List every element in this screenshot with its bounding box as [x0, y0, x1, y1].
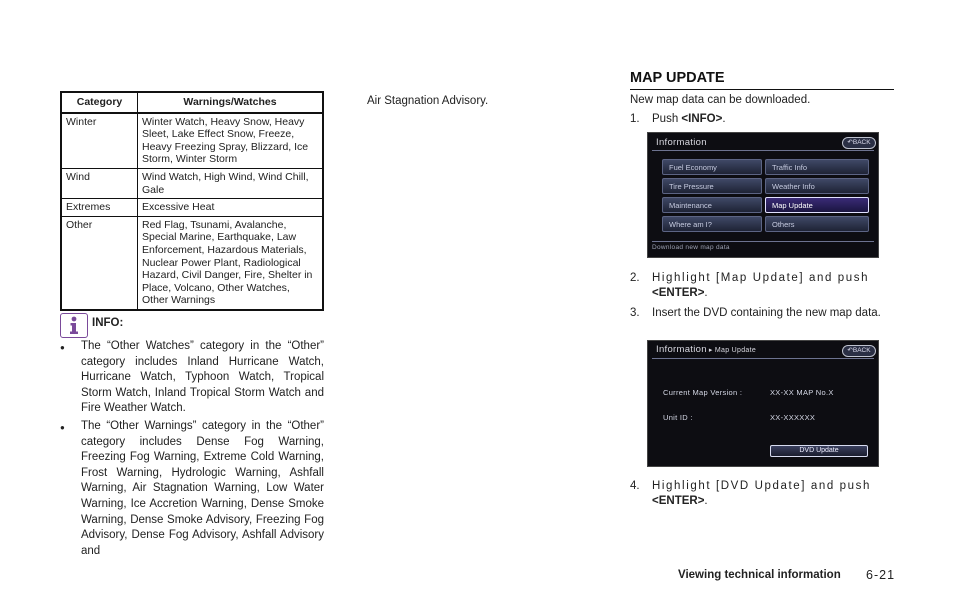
dvd-update-button[interactable]: DVD Update	[770, 445, 868, 457]
screen-divider	[652, 241, 874, 242]
step-1	[630, 112, 894, 127]
screen-title: Information	[656, 137, 707, 148]
step-text: Insert the DVD containing the new map data.	[652, 307, 881, 319]
bullet-dot-icon: ●	[60, 422, 65, 432]
back-button[interactable]	[842, 345, 876, 357]
menu-tire-pressure[interactable]: Tire Pressure	[662, 178, 762, 194]
screen-divider	[652, 358, 874, 359]
warnings-table	[60, 91, 324, 311]
info-icon	[60, 313, 88, 338]
bullet-dot-icon: ●	[60, 343, 65, 352]
current-map-version-value: XX-XX MAP No.X	[770, 388, 834, 397]
menu-weather-info[interactable]: Weather Info	[765, 178, 869, 194]
screen-title	[656, 344, 756, 355]
table-cell-warnings: Winter Watch, Heavy Snow, Heavy Sleet, Lake Effect Snow, Freeze, Heavy Freezing Spray, Blizzard, Ice Storm, Winter Storm	[138, 113, 324, 169]
step-number: 4.	[630, 480, 640, 492]
step-text-end: .	[704, 495, 708, 508]
table-row	[61, 199, 323, 217]
table-row	[61, 113, 323, 169]
unit-id-value: XX-XXXXXX	[770, 413, 816, 422]
table-cell-category: Winter	[61, 113, 138, 169]
back-arrow-icon: ↶	[847, 347, 853, 354]
table-header-category: Category	[61, 92, 138, 113]
page-footer-title: Viewing technical information	[678, 569, 841, 581]
menu-others[interactable]: Others	[765, 216, 869, 232]
step-text: Push	[652, 113, 682, 125]
info-bullet-list	[60, 339, 324, 561]
section-divider	[630, 89, 894, 90]
menu-maintenance[interactable]: Maintenance	[662, 197, 762, 213]
table-row	[61, 216, 323, 310]
map-update-screenshot	[647, 340, 879, 467]
list-item	[60, 419, 324, 559]
step-key: <ENTER>	[652, 495, 705, 508]
screen-title-main: Information	[656, 344, 707, 355]
step-key: <INFO>	[681, 113, 723, 125]
back-label: BACK	[852, 347, 871, 354]
step-4	[630, 479, 894, 510]
step-number: 2.	[630, 272, 640, 284]
menu-fuel-economy[interactable]: Fuel Economy	[662, 159, 762, 175]
list-item	[60, 339, 324, 417]
table-cell-warnings: Excessive Heat	[138, 199, 324, 217]
screen-divider	[652, 150, 874, 151]
screen-footer-text: Download new map data	[652, 244, 730, 251]
section-intro: New map data can be downloaded.	[630, 94, 811, 106]
page-number: 6-21	[866, 568, 896, 582]
bullet-text: The “Other Watches” category in the “Other” category includes Inland Hurricane Watch, Hurricane Watch, Typhoon Watch, Tropical Storm Watch, Inland Tropical Storm Watch and Fire Weather Watch.	[81, 340, 324, 415]
step-key: <ENTER>	[652, 287, 705, 300]
continuation-text: Air Stagnation Advisory.	[367, 95, 489, 107]
step-2	[630, 271, 894, 302]
menu-where-am-i[interactable]: Where am I?	[662, 216, 762, 232]
screen-subtitle: ▸ Map Update	[708, 347, 757, 354]
table-cell-category: Extremes	[61, 199, 138, 217]
step-text-end: .	[722, 113, 726, 125]
menu-map-update[interactable]: Map Update	[765, 197, 869, 213]
step-text: Highlight [DVD Update] and push	[652, 480, 872, 492]
table-cell-warnings: Wind Watch, High Wind, Wind Chill, Gale	[138, 168, 324, 198]
table-cell-category: Wind	[61, 168, 138, 198]
step-text: Highlight [Map Update] and push	[652, 272, 870, 284]
back-button[interactable]	[842, 137, 876, 149]
bullet-text: The “Other Warnings” category in the “Other” category includes Dense Fog Warning, Freezing Fog Warning, Extreme Cold Warning, Frost Warning, Hydrologic Warning, Ashfall Warning, Air Stagnation Warning, Low Water Warning, Ice Accretion Warning, Dense Smoke Warning, Dense Smoke Advisory, Freezing Fog Advisory, Dense Fog Advisory, Ashfall Advisory and	[81, 419, 324, 557]
table-header-warnings: Warnings/Watches	[138, 92, 324, 113]
unit-id-label: Unit ID :	[663, 413, 693, 422]
info-title: INFO:	[92, 317, 124, 329]
info-menu-screenshot	[647, 132, 879, 258]
table-cell-warnings: Red Flag, Tsunami, Avalanche, Special Marine, Earthquake, Law Enforcement, Hazardous Materials, Nuclear Power Plant, Radiological Hazard, Civil Danger, Fire, Shelter in Place, Volcano, Other Watches, Other Warnings	[138, 216, 324, 310]
back-label: BACK	[852, 139, 871, 146]
table-cell-category: Other	[61, 216, 138, 310]
table-row	[61, 168, 323, 198]
step-number: 1.	[630, 113, 640, 125]
menu-traffic-info[interactable]: Traffic Info	[765, 159, 869, 175]
step-number: 3.	[630, 307, 640, 319]
current-map-version-label: Current Map Version :	[663, 388, 743, 397]
back-arrow-icon: ↶	[847, 139, 853, 146]
step-text-end: .	[704, 287, 708, 300]
section-title: MAP UPDATE	[630, 70, 725, 86]
step-3	[630, 306, 894, 321]
